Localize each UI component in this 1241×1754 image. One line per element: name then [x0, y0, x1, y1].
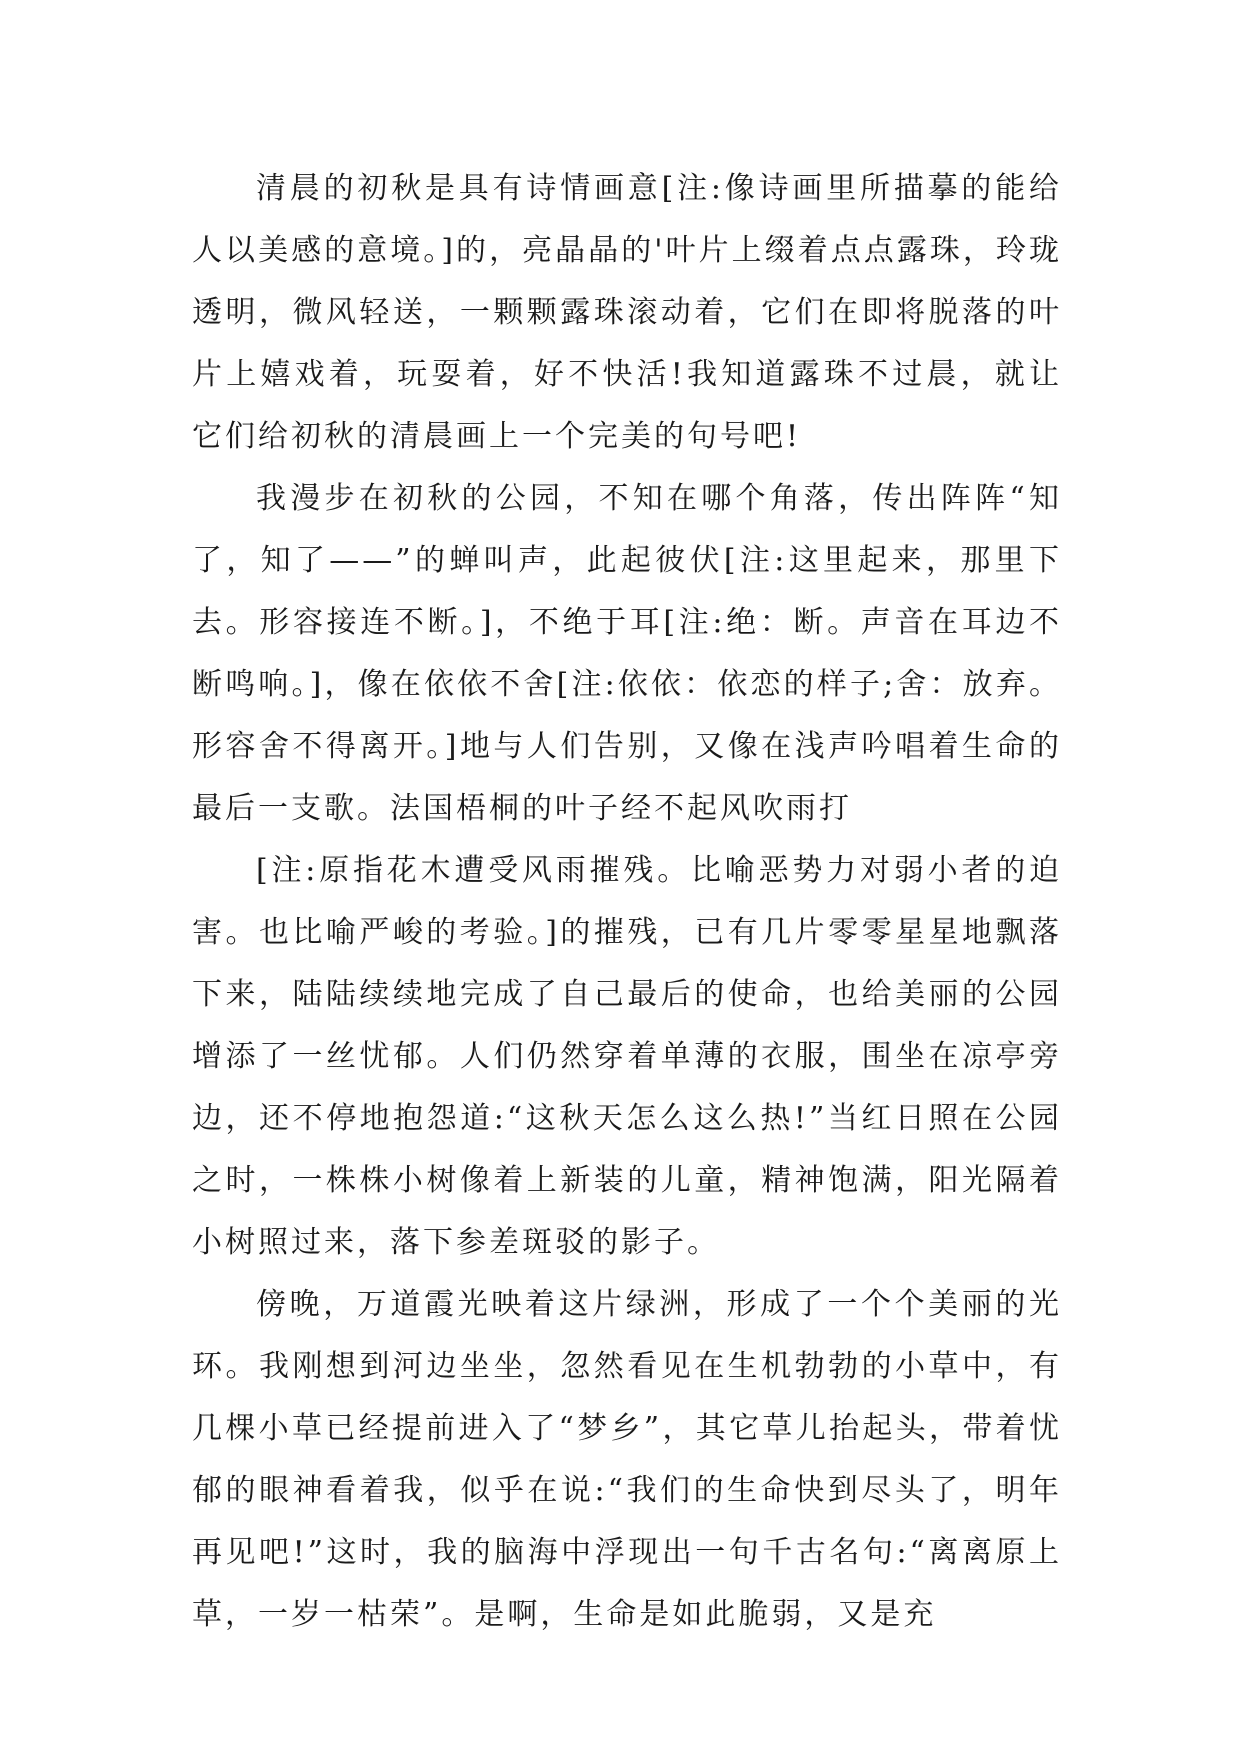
paragraph-1: 清晨的初秋是具有诗情画意[注:像诗画里所描摹的能给人以美感的意境。]的，亮晶晶的'叶片上缀着点点露珠，玲珑透明，微风轻送，一颗颗露珠滚动着，它们在即将脱落的叶片上嬉戏着，玩耍着，好不快活!我知道露珠不过晨，就让它们给初秋的清晨画上一个完美的句号吧!	[192, 171, 1062, 454]
paragraph-4: 傍晚，万道霞光映着这片绿洲，形成了一个个美丽的光环。我刚想到河边坐坐，忽然看见在生机勃勃的小草中，有几棵小草已经提前进入了“梦乡”，其它草儿抬起头，带着忧郁的眼神看着我，似乎在说:“我们的生命快到尽头了，明年再见吧!”这时，我的脑海中浮现出一句千古名句:“离离原上草，一岁一枯荣”。是啊，生命是如此脆弱，又是充	[192, 1287, 1062, 1632]
paragraph-3: [注:原指花木遭受风雨摧残。比喻恶势力对弱小者的迫害。也比喻严峻的考验。]的摧残，已有几片零零星星地飘落下来，陆陆续续地完成了自己最后的使命，也给美丽的公园增添了一丝忧郁。人们仍然穿着单薄的衣服，围坐在凉亭旁边，还不停地抱怨道:“这秋天怎么这么热!”当红日照在公园之时，一株株小树像着上新装的儿童，精神饱满，阳光隔着小树照过来，落下参差斑驳的影子。	[192, 853, 1062, 1260]
paragraph-2: 我漫步在初秋的公园，不知在哪个角落，传出阵阵“知了，知了——”的蝉叫声，此起彼伏[注:这里起来，那里下去。形容接连不断。]，不绝于耳[注:绝：断。声音在耳边不断鸣响。]，像在依依不舍[注:依依：依恋的样子;舍：放弃。形容舍不得离开。]地与人们告别，又像在浅声吟唱着生命的最后一支歌。法国梧桐的叶子经不起风吹雨打	[192, 481, 1062, 826]
document-body	[192, 158, 1062, 1646]
